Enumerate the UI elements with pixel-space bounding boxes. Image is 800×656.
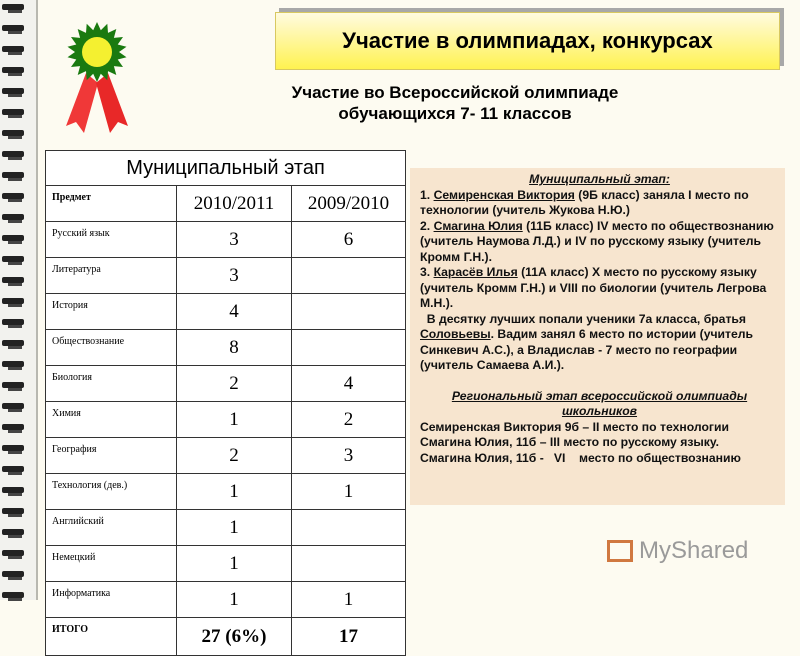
regional-line-2: Смагина Юлия, 11б – III место по русскому языку. [420,435,719,449]
binding-ring [2,256,24,262]
binding-ring [2,193,24,199]
table-row [46,474,406,510]
value-cell: 1 [177,510,292,546]
binding-ring [2,382,24,388]
paragraph-3: 3. Карасёв Илья (11А класс) X место по русскому языку (учитель Кромм Г.Н.) и VIII по биологии (учитель Легрова М.Н.). [420,265,767,310]
table-row [46,546,406,582]
subject-cell: Информатика [46,582,177,618]
value-cell: 1 [177,582,292,618]
table-row [46,258,406,294]
value-cell [292,330,406,366]
table-row [46,366,406,402]
binding-ring [2,403,24,409]
slide-subtitle [240,82,670,124]
binding-ring [2,130,24,136]
value-cell: 3 [177,222,292,258]
subject-cell: Литература [46,258,177,294]
value-cell: 1 [292,582,406,618]
presentation-icon [607,540,633,562]
results-description-panel [410,168,785,505]
binding-ring [2,361,24,367]
paragraph-2: 2. Смагина Юлия (11Б класс) IV место по обществознанию (учитель Наумова Л.Д.) и IV по русскому языку (учитель Кромм Г.Н.). [420,218,774,264]
binding-ring [2,550,24,556]
binding-ring [2,445,24,451]
header-year-2: 2009/2010 [292,186,406,222]
value-cell: 2 [177,438,292,474]
value-cell: 1 [292,474,406,510]
table-row [46,510,406,546]
regional-heading: Региональный этап всероссийской олимпиады школьников [451,388,748,418]
subject-cell: Химия [46,402,177,438]
binding-ring [2,319,24,325]
value-cell: 3 [292,438,406,474]
value-cell: 4 [177,294,292,330]
subject-cell: Русский язык [46,222,177,258]
value-cell: 8 [177,330,292,366]
value-cell: 1 [177,402,292,438]
subject-cell: Биология [46,366,177,402]
table-row [46,222,406,258]
binding-ring [2,592,24,598]
binding-ring [2,424,24,430]
binding-ring [2,235,24,241]
binding-ring [2,214,24,220]
results-table [45,150,406,656]
value-cell: 3 [177,258,292,294]
binding-ring [2,109,24,115]
table-row [46,618,406,656]
binding-ring [2,340,24,346]
binding-ring [2,4,24,10]
notebook-binding [0,0,38,600]
regional-line-3: Смагина Юлия, 11б - VI место по обществознанию [420,450,741,465]
value-cell: 27 (6%) [177,618,292,656]
binding-ring [2,529,24,535]
table-row [46,330,406,366]
table-row [46,294,406,330]
subtitle-line-2: обучающихся 7- 11 классов [338,104,572,123]
value-cell [292,510,406,546]
binding-ring [2,508,24,514]
subject-cell: Обществознание [46,330,177,366]
table-caption: Муниципальный этап [46,151,406,186]
binding-ring [2,466,24,472]
value-cell: 4 [292,366,406,402]
value-cell: 17 [292,618,406,656]
subject-cell: ИТОГО [46,618,177,656]
value-cell [292,258,406,294]
subject-cell: Немецкий [46,546,177,582]
subject-cell: География [46,438,177,474]
value-cell: 2 [292,402,406,438]
value-cell: 1 [177,546,292,582]
binding-ring [2,487,24,493]
binding-ring [2,571,24,577]
watermark-logo: MyShared [607,537,748,565]
paragraph-1: 1. Семиренская Виктория (9Б класс) заняла I место по технологии (учитель Жукова Н.Ю.) [420,187,749,217]
header-year-1: 2010/2011 [177,186,292,222]
binding-ring [2,25,24,31]
binding-ring [2,298,24,304]
binding-ring [2,46,24,52]
value-cell [292,294,406,330]
paragraph-4: В десятку лучших попали ученики 7а класса, братья Соловьевы. Вадим занял 6 место по истории (учитель Синкевич А.С.), а Владислав - 7 место по географии (учитель Самаева А.И.). [420,311,757,372]
slide-title: Участие в олимпиадах, конкурсах [275,12,780,70]
subtitle-line-1: Участие во Всероссийской олимпиаде [291,83,619,102]
binding-ring [2,151,24,157]
table-row [46,402,406,438]
subject-cell: История [46,294,177,330]
value-cell: 2 [177,366,292,402]
subject-cell: Технология (дев.) [46,474,177,510]
award-ribbon-icon [62,18,132,138]
header-subject: Предмет [46,186,177,222]
binding-ring [2,277,24,283]
regional-line-1: Семиренская Виктория 9б – II место по технологии [420,419,729,434]
binding-ring [2,172,24,178]
value-cell: 6 [292,222,406,258]
municipal-heading: Муниципальный этап: [529,172,670,186]
table-row [46,438,406,474]
binding-ring [2,88,24,94]
value-cell [292,546,406,582]
binding-ring [2,67,24,73]
subject-cell: Английский [46,510,177,546]
value-cell: 1 [177,474,292,510]
